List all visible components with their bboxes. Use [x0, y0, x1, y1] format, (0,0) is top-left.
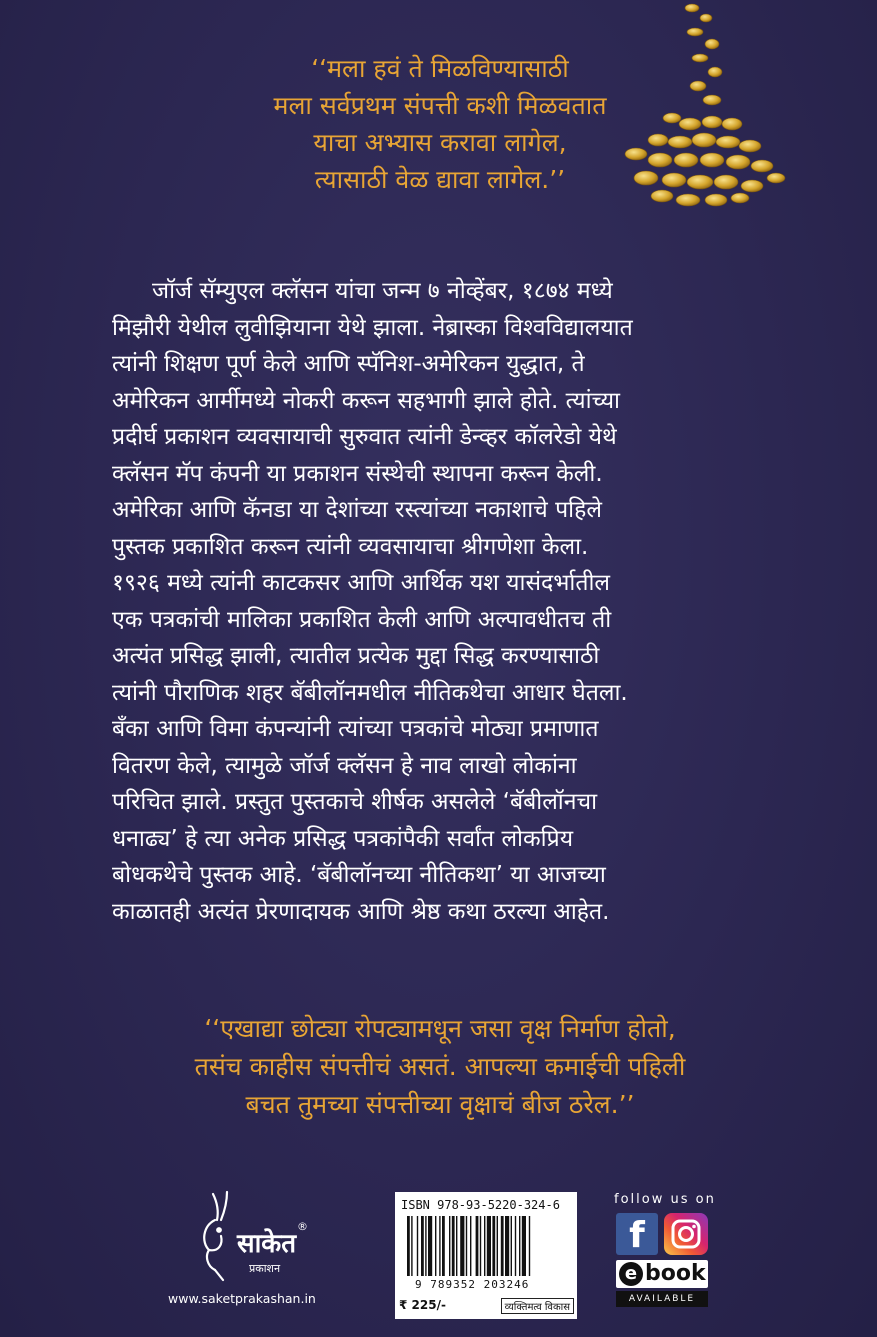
bio-line: वितरण केले, त्यामुळे जॉर्ज क्लॅसन हे नाव लाखो लोकांना: [112, 752, 577, 779]
follow-us-label: follow us on: [614, 1192, 716, 1207]
bio-line: परिचित झाले. प्रस्तुत पुस्तकाचे शीर्षक असलेले ‘बॅबीलॉनचा: [112, 789, 598, 815]
bottom-quote-line: तसंच काहीस संपत्तीचं असतं. आपल्या कमाईची पहिली: [194, 1052, 686, 1081]
bio-line: धनाढ्य’ हे त्या अनेक प्रसिद्ध पत्रकांपैकी सर्वांत लोकप्रिय: [112, 825, 574, 852]
bio-line: अत्यंत प्रसिद्ध झाली, त्यातील प्रत्येक मुद्दा सिद्ध करण्यासाठी: [112, 643, 600, 669]
price: ₹ 225/-: [399, 1298, 446, 1312]
top-quote-line: याचा अभ्यास करावा लागेल,: [313, 128, 567, 157]
bottom-quote-line: बचत तुमच्या संपत्तीच्या वृक्षाचं बीज ठरेल.’’: [245, 1090, 635, 1119]
bottom-quote: [100, 1010, 780, 1124]
isbn-label: ISBN 978-93-5220-324-6: [401, 1198, 560, 1212]
bio-line: प्रदीर्घ प्रकाशन व्यवसायाची सुरुवात त्यांनी डेन्व्हर कॉलरेडो येथे: [112, 424, 617, 450]
facebook-icon[interactable]: f: [616, 1213, 658, 1255]
bio-line: त्यांनी शिक्षण पूर्ण केले आणि स्पॅनिश-अमेरिकन युद्धात, ते: [112, 351, 585, 377]
bio-line: बँका आणि विमा कंपन्यांनी त्यांच्या पत्रकांचे मोठ्या प्रमाणात: [112, 716, 599, 742]
instagram-icon[interactable]: [664, 1213, 708, 1255]
bio-line: बोधकथेचे पुस्तक आहे. ‘बॅबीलॉनच्या नीतिकथा’ या आजच्या: [112, 862, 606, 888]
bio-line: पुस्तक प्रकाशित करून त्यांनी व्यवसायाचा श्रीगणेशा केला.: [112, 533, 589, 560]
available-label: AVAILABLE: [616, 1291, 708, 1307]
bio-line: क्लॅसन मॅप कंपनी या प्रकाशन संस्थेची स्थापना करून केली.: [112, 460, 603, 487]
bio-line: एक पत्रकांची मालिका प्रकाशित केली आणि अल्पावधीतच ती: [112, 606, 612, 633]
top-quote-line: त्यासाठी वेळ द्यावा लागेल.’’: [314, 165, 566, 194]
ebook-text: book: [645, 1261, 706, 1286]
top-quote-line: मला सर्वप्रथम संपत्ती कशी मिळवतात: [273, 91, 607, 120]
bio-line: मिझौरी येथील लुवीझियाना येथे झाला. नेब्रास्का विश्वविद्यालयात: [112, 314, 633, 341]
saket-prakashan-logo: [193, 1190, 313, 1286]
author-biography: [112, 273, 774, 930]
registered-mark: ®: [297, 1220, 308, 1233]
book-category: व्यक्तिमत्व विकास: [501, 1298, 574, 1314]
top-quote: [230, 50, 650, 198]
isbn-barcode-panel: [395, 1192, 577, 1319]
bottom-quote-line: ‘‘एखाद्या छोट्या रोपट्यामधून जसा वृक्ष निर्माण होतो,: [204, 1014, 676, 1043]
ebook-badge[interactable]: [616, 1260, 708, 1288]
publisher-website[interactable]: www.saketprakashan.in: [168, 1291, 316, 1306]
barcode-number: 9 789352 203246: [415, 1278, 530, 1291]
bio-line: त्यांनी पौराणिक शहर बॅबीलॉनमधील नीतिकथेचा आधार घेतला.: [112, 679, 628, 706]
bio-line: अमेरिकन आर्मीमध्ये नोकरी करून सहभागी झाले होते. त्यांच्या: [112, 387, 621, 414]
ebook-e-icon: e: [619, 1262, 643, 1286]
logo-subtext: प्रकाशन: [249, 1262, 281, 1275]
top-quote-line: ‘‘मला हवं ते मिळविण्यासाठी: [311, 54, 569, 83]
barcode: [405, 1216, 567, 1276]
bio-line: १९२६ मध्ये त्यांनी काटकसर आणि आर्थिक यश यासंदर्भातील: [112, 570, 611, 596]
bio-line: जॉर्ज सॅम्युएल क्लॅसन यांचा जन्म ७ नोव्हेंबर, १८७४ मध्ये: [152, 278, 613, 304]
bio-line: अमेरिका आणि कॅनडा या देशांच्या रस्त्यांच्या नकाशाचे पहिले: [112, 497, 602, 523]
logo-wordmark: साकेत: [237, 1229, 297, 1259]
bio-line: काळातही अत्यंत प्रेरणादायक आणि श्रेष्ठ कथा ठरल्या आहेत.: [112, 898, 610, 925]
